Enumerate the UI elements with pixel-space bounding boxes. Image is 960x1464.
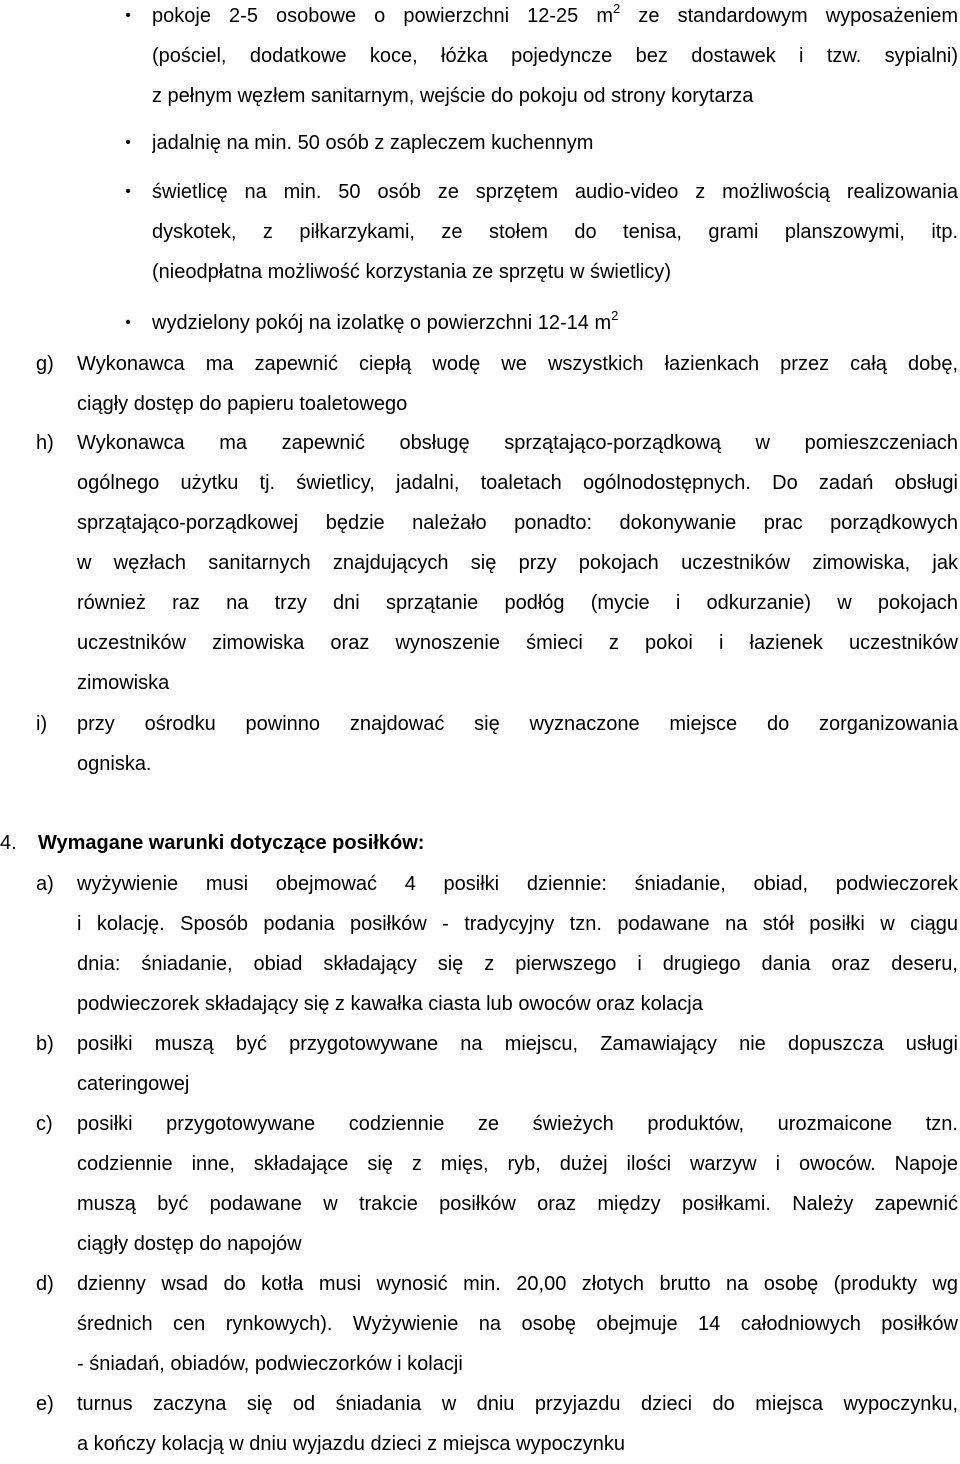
- list-item-a: [36, 864, 958, 1024]
- bullet-line: (nieodpłatna możliwość korzystania ze sprzętu w świetlicy): [152, 261, 672, 283]
- list-line: sprzątająco-porządkowej będzie należało ponadto: dokonywanie prac porządkowych: [77, 512, 958, 534]
- list-line: posiłki muszą być przygotowywane na miejscu, Zamawiający nie dopuszcza usługi: [77, 1033, 958, 1055]
- list-label: i): [36, 713, 48, 735]
- superscript: 2: [611, 308, 619, 323]
- bullet-line: wydzielony pokój na izolatkę o powierzchni 12-14 $m^2$: [152, 308, 619, 334]
- list-line: Wykonawca ma zapewnić obsługę sprzątająco-porządkową w pomieszczeniach: [77, 432, 958, 454]
- list-line: uczestników zimowiska oraz wynoszenie śmieci z pokoi i łazienek uczestników: [77, 632, 958, 654]
- list-line: również raz na trzy dni sprzątanie podłóg (mycie i odkurzanie) w pokojach: [77, 592, 958, 614]
- section-number: 4.: [0, 832, 17, 854]
- list-line: przy ośrodku powinno znajdować się wyznaczone miejsce do zorganizowania: [77, 713, 958, 735]
- bullet-line: pokoje 2-5 osobowe o powierzchni 12-25 $m^2$ ze standardowym wyposażeniem: [152, 1, 958, 27]
- section-heading: [0, 823, 958, 863]
- list-line: ciągły dostęp do napojów: [77, 1233, 302, 1255]
- bullet-icon: •: [125, 7, 131, 24]
- list-line: cateringowej: [77, 1073, 190, 1095]
- list-line: dnia: śniadanie, obiad składający się z pierwszego i drugiego dania oraz deseru,: [77, 953, 958, 975]
- bullet-line: jadalnię na min. 50 osób z zapleczem kuchennym: [152, 132, 594, 154]
- list-line: zimowiska: [77, 672, 170, 694]
- list-item-g: [36, 344, 958, 424]
- list-line: - śniadań, obiadów, podwieczorków i kolacji: [77, 1353, 463, 1375]
- list-item-h: [36, 423, 958, 703]
- list-line: wyżywienie musi obejmować 4 posiłki dziennie: śniadanie, obiad, podwieczorek: [77, 873, 958, 895]
- bullet-line: dyskotek, z piłkarzykami, ze stołem do tenisa, grami planszowymi, itp.: [152, 221, 958, 243]
- list-line: ogniska.: [77, 753, 152, 775]
- superscript: 2: [613, 1, 621, 16]
- list-item-e: [36, 1384, 958, 1464]
- list-line: średnich cen rynkowych). Wyżywienie na osobę obejmuje 14 całodniowych posiłków: [77, 1313, 958, 1335]
- list-item-i: [36, 704, 958, 784]
- bullet-line: z pełnym węzłem sanitarnym, wejście do pokoju od strony korytarza: [152, 85, 754, 107]
- list-label: b): [36, 1033, 54, 1055]
- list-label: d): [36, 1273, 54, 1295]
- list-label: g): [36, 353, 54, 375]
- list-item-c: [36, 1104, 958, 1264]
- list-line: turnus zaczyna się od śniadania w dniu przyjazdu dzieci do miejsca wypoczynku,: [77, 1393, 958, 1415]
- bullet-item-common-room: [125, 172, 958, 292]
- section-title: Wymagane warunki dotyczące posiłków:: [38, 832, 425, 854]
- list-line: Wykonawca ma zapewnić ciepłą wodę we wszystkich łazienkach przez całą dobę,: [77, 353, 958, 375]
- bullet-item-isolation-room: [125, 303, 958, 343]
- list-line: muszą być podawane w trakcie posiłków oraz między posiłkami. Należy zapewnić: [77, 1193, 958, 1215]
- list-label: c): [36, 1113, 53, 1135]
- list-line: podwieczorek składający się z kawałka ciasta lub owoców oraz kolacja: [77, 993, 703, 1015]
- list-line: w węzłach sanitarnych znajdujących się przy pokojach uczestników zimowiska, jak: [77, 552, 958, 574]
- list-item-d: [36, 1264, 958, 1384]
- list-line: ciągły dostęp do papieru toaletowego: [77, 393, 408, 415]
- list-line: dzienny wsad do kotła musi wynosić min. 20,00 złotych brutto na osobę (produkty wg: [77, 1273, 958, 1295]
- bullet-icon: •: [125, 134, 131, 151]
- list-label: h): [36, 432, 54, 454]
- list-line: i kolację. Sposób podania posiłków - tradycyjny tzn. podawane na stół posiłki w ciągu: [77, 913, 958, 935]
- bullet-icon: •: [125, 183, 131, 200]
- list-line: a kończy kolacją w dniu wyjazdu dzieci z miejsca wypoczynku: [77, 1433, 626, 1455]
- list-label: a): [36, 873, 54, 895]
- list-item-b: [36, 1024, 958, 1104]
- bullet-item-dining: [125, 123, 958, 163]
- bullet-icon: •: [125, 314, 131, 331]
- list-line: posiłki przygotowywane codziennie ze świeżych produktów, urozmaicone tzn.: [77, 1113, 958, 1135]
- list-line: codziennie inne, składające się z mięs, ryb, dużej ilości warzyw i owoców. Napoje: [77, 1153, 958, 1175]
- list-line: ogólnego użytku tj. świetlicy, jadalni, toaletach ogólnodostępnych. Do zadań obsługi: [77, 472, 958, 494]
- bullet-line: (pościel, dodatkowe koce, łóżka pojedyncze bez dostawek i tzw. sypialni): [152, 45, 958, 67]
- bullet-line: świetlicę na min. 50 osób ze sprzętem audio-video z możliwością realizowania: [152, 181, 958, 203]
- list-label: e): [36, 1393, 54, 1415]
- bullet-item-rooms: [125, 0, 958, 116]
